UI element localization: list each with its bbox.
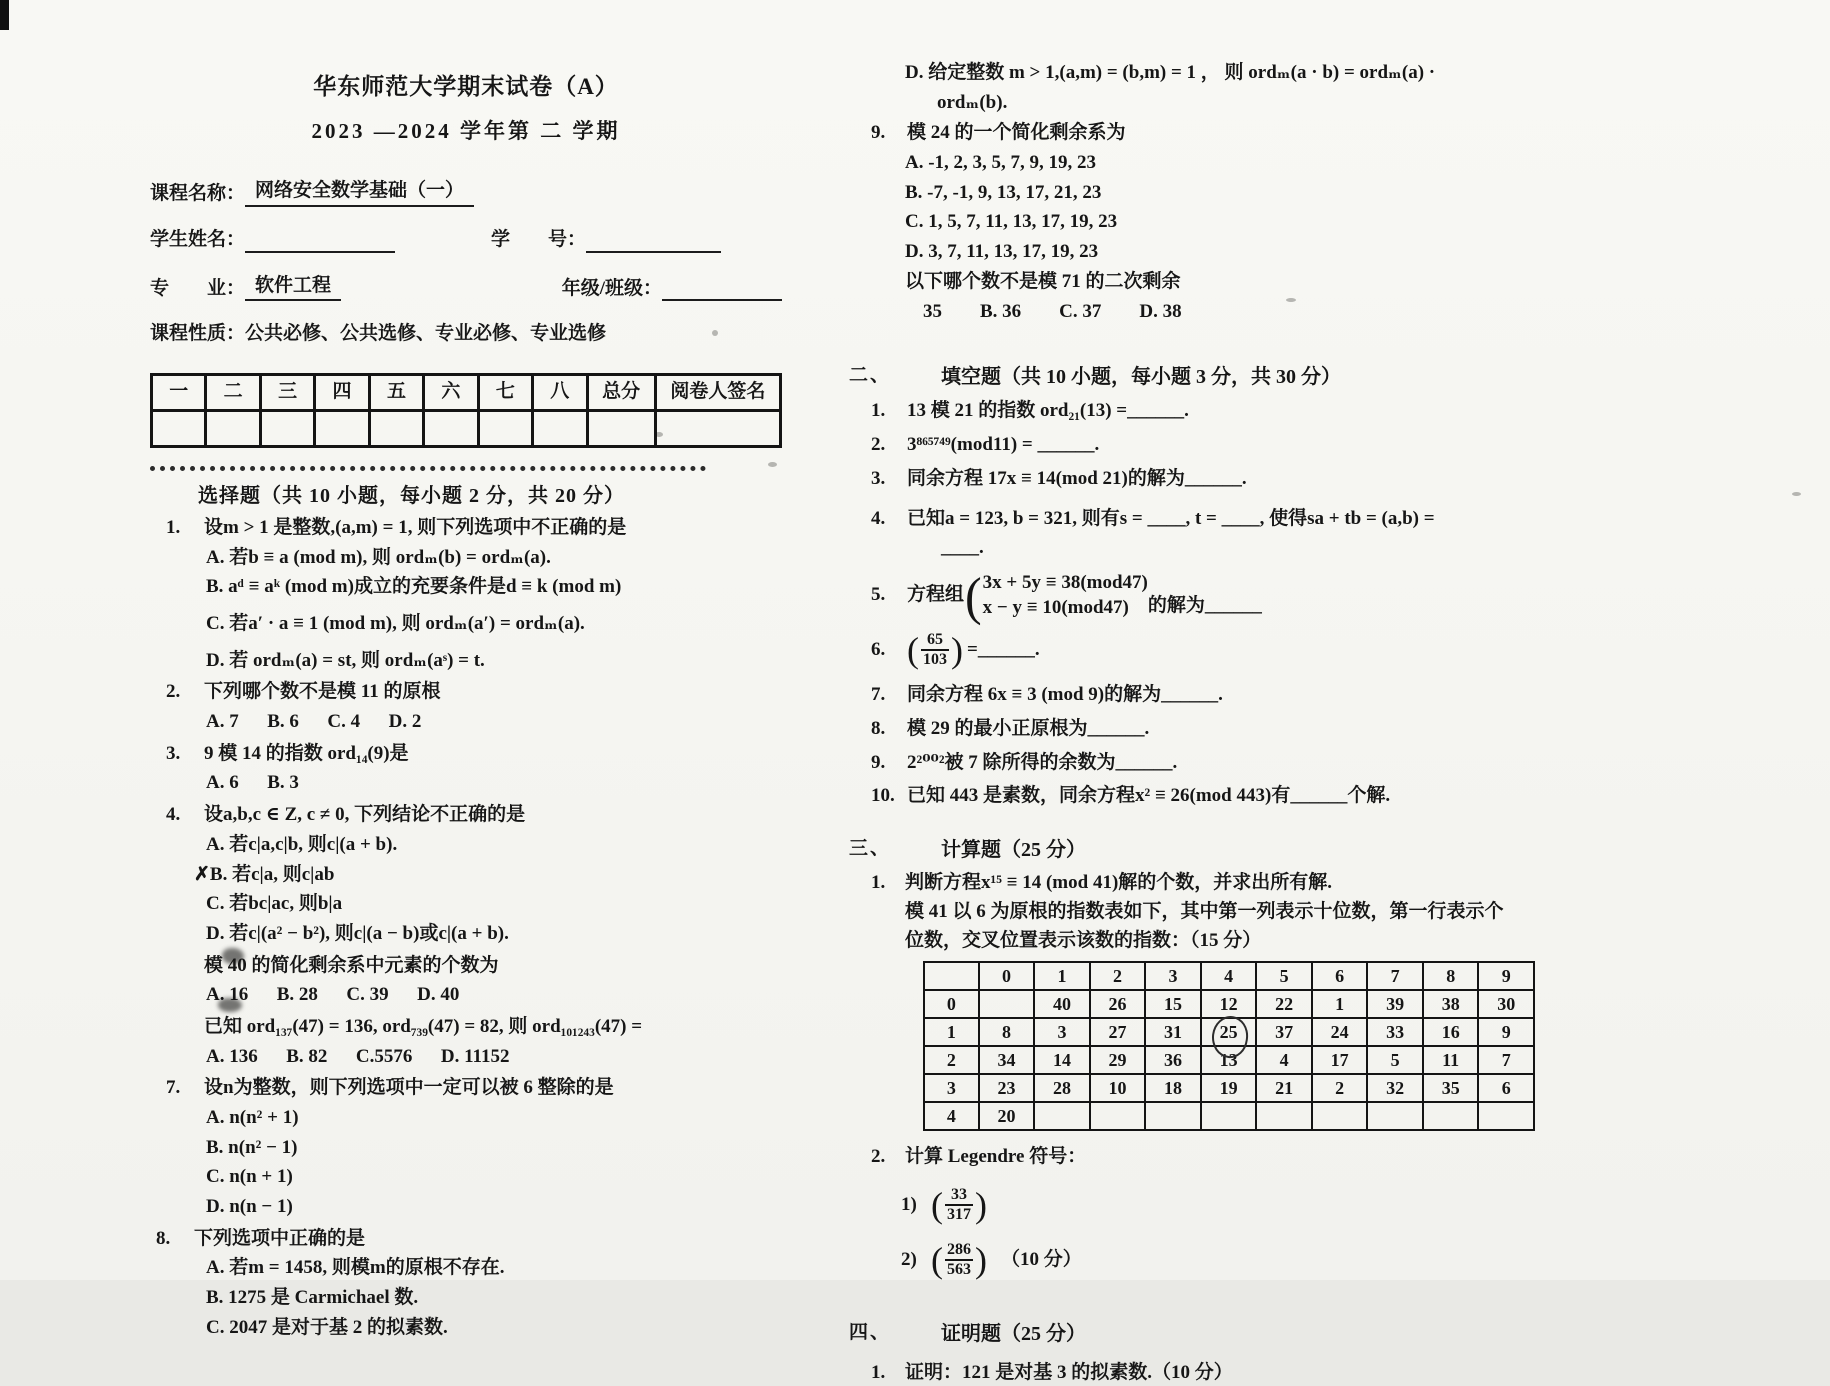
- score-table-header-cell: 一: [152, 374, 206, 410]
- index-table-cell: [1090, 1102, 1146, 1130]
- question-4: [150, 803, 782, 828]
- index-table-cell: 6: [1478, 1074, 1534, 1102]
- item-number: 9.: [871, 751, 886, 773]
- item-number: 7.: [871, 684, 886, 706]
- item-number: 10.: [871, 785, 895, 807]
- option: D. 若c|(a² − b²), 则c|(a − b)或c|(a + b).: [206, 922, 509, 944]
- question-3: [150, 742, 782, 767]
- index-table-cell: 9: [1478, 1018, 1534, 1046]
- question-stem: 已知 ord₁₃₇(47) = 136, ord₇₃₉(47) = 82, 则 ord₁₀₁₂₄₃(47) =: [204, 1015, 643, 1037]
- section-text: 计算题（25 分）: [941, 839, 1086, 862]
- section-text: 填空题（共 10 小题，每小题 3 分，共 30 分）: [941, 366, 1341, 389]
- index-table-cell: 3: [1034, 1018, 1090, 1046]
- score-table-header-cell: 五: [369, 374, 423, 410]
- option: D. n(n − 1): [206, 1196, 293, 1218]
- legendre-fraction: [945, 1241, 973, 1280]
- index-table-header-cell: [924, 962, 979, 990]
- numerator: 65: [927, 630, 943, 648]
- option-continued: ordₘ(b).: [937, 91, 1008, 113]
- index-table-cell: 2: [1312, 1074, 1368, 1102]
- option-row: 35 B. 36 C. 37 D. 38: [923, 300, 1182, 322]
- equation-system: [983, 571, 1148, 620]
- calc-question-1: [845, 871, 1535, 896]
- option-continued: D. 给定整数 m > 1,(a,m) = (b,m) = 1 ， 则 ordₘ(a · b) = ordₘ(a) ·: [905, 62, 1436, 83]
- student-row: [150, 228, 782, 253]
- question-number: 9.: [871, 122, 886, 144]
- question-6: [150, 1015, 782, 1040]
- index-table-header-cell: 6: [1312, 962, 1368, 990]
- option: B. -7, -1, 9, 13, 17, 21, 23: [905, 181, 1102, 203]
- index-table-cell: 18: [1145, 1074, 1201, 1102]
- section-label: 二、: [849, 365, 892, 387]
- question-stem: 设n为整数，则下列选项中一定可以被 6 整除的是: [204, 1077, 614, 1099]
- score-table-empty-cell: [206, 410, 260, 446]
- item-text: 判断方程x¹⁵ ≡ 14 (mod 41)解的个数，并求出所有解.: [905, 872, 1333, 894]
- option: C. 2047 是对于基 2 的拟素数.: [206, 1316, 448, 1338]
- index-table-cell: 20: [979, 1102, 1035, 1130]
- option-row: A. 7 B. 6 C. 4 D. 2: [206, 711, 422, 733]
- score-table-empty-cell: [533, 410, 587, 446]
- index-table-cell: 3: [924, 1074, 979, 1102]
- student-id-label: 学 号：: [491, 228, 587, 250]
- fill-item-8: [845, 717, 1535, 742]
- index-table-cell: [1145, 1102, 1201, 1130]
- index-table-cell: 16: [1423, 1018, 1479, 1046]
- index-table-header-cell: 8: [1423, 962, 1479, 990]
- question-stem: 下列哪个数不是模 11 的原根: [204, 681, 441, 703]
- left-paren: (: [907, 630, 919, 671]
- index-table-cell: [1201, 1018, 1257, 1046]
- index-table-cell: 23: [979, 1074, 1035, 1102]
- item-number: 1.: [871, 400, 886, 422]
- question-stem: 9 模 14 的指数 ord₁₄(9)是: [204, 742, 409, 764]
- course-nature-label: 课程性质：: [150, 323, 246, 345]
- legendre-2: [845, 1241, 1535, 1280]
- index-table-cell: 2: [924, 1046, 979, 1074]
- item-number: 4.: [871, 508, 886, 530]
- index-table: [923, 961, 1535, 1131]
- legendre-1: [845, 1186, 1535, 1225]
- question-7: [150, 1076, 782, 1101]
- question-number: [150, 954, 204, 979]
- index-table-cell: 5: [1367, 1046, 1423, 1074]
- question-stem: 模 40 的简化剩余系中元素的个数为: [204, 954, 499, 976]
- score-table-empty-cell: [587, 410, 655, 446]
- index-table-cell: 1: [924, 1018, 979, 1046]
- right-column: [845, 56, 1535, 1386]
- index-table-cell: [1423, 1102, 1479, 1130]
- system-label: 方程组: [907, 584, 965, 606]
- option: A. 若b ≡ a (mod m), 则 ordₘ(b) = ordₘ(a).: [206, 546, 551, 568]
- index-table-cell: 21: [1256, 1074, 1312, 1102]
- item-number: 3.: [871, 467, 886, 489]
- item-text: 同余方程 17x ≡ 14(mod 21)的解为______.: [907, 467, 1247, 489]
- score-table-empty-cell: [260, 410, 314, 446]
- item-text: =______.: [967, 638, 1040, 660]
- index-table-cell: 24: [1312, 1018, 1368, 1046]
- index-table-header-cell: 4: [1201, 962, 1257, 990]
- score-table-header-cell: 七: [478, 374, 532, 410]
- fill-item-2: [845, 433, 1535, 458]
- right-paren: ): [975, 1240, 987, 1281]
- score-table-header-cell: 四: [315, 374, 369, 410]
- index-table-cell: 34: [979, 1046, 1035, 1074]
- course-name-label: 课程名称：: [150, 183, 246, 205]
- index-table-cell: 33: [1367, 1018, 1423, 1046]
- item-number: 2): [901, 1248, 917, 1270]
- index-table-header-cell: 9: [1478, 962, 1534, 990]
- section-label: 四、: [849, 1322, 892, 1344]
- option-row: A. 136 B. 82 C.5576 D. 11152: [206, 1045, 510, 1067]
- index-table-cell: [1256, 1102, 1312, 1130]
- right-paren: ): [951, 630, 963, 671]
- section-proof-title: [845, 1321, 1535, 1347]
- item-text-continued: ____.: [941, 536, 984, 558]
- index-table-cell: 38: [1423, 990, 1479, 1018]
- index-table-cell: 14: [1034, 1046, 1090, 1074]
- index-table-cell: 17: [1312, 1046, 1368, 1074]
- index-table-cell: 40: [1034, 990, 1090, 1018]
- index-table-cell: 37: [1256, 1018, 1312, 1046]
- score-table-header-cell: 六: [424, 374, 478, 410]
- fill-item-10: [845, 784, 1535, 809]
- option: ✗B. 若c|a, 则c|ab: [194, 863, 335, 885]
- item-text: 位数，交叉位置表示该数的指数：（15 分）: [905, 929, 1262, 951]
- item-number: 1.: [871, 872, 886, 894]
- index-table-cell: 1: [1312, 990, 1368, 1018]
- score-table-header-cell: 三: [260, 374, 314, 410]
- item-number: 6.: [871, 638, 886, 660]
- index-table-cell: 32: [1367, 1074, 1423, 1102]
- index-table-cell: 28: [1034, 1074, 1090, 1102]
- question-stem: 下列选项中正确的是: [194, 1227, 366, 1249]
- student-id-blank: [586, 231, 721, 253]
- index-table-header-cell: 1: [1034, 962, 1090, 990]
- index-table-cell: 26: [1090, 990, 1146, 1018]
- option: C. 若a′ · a ≡ 1 (mod m), 则 ordₘ(a′) = ordₘ(a).: [206, 613, 585, 634]
- section-label: 三、: [849, 838, 892, 860]
- question-stem: 以下哪个数不是模 71 的二次剩余: [905, 270, 1181, 292]
- question-stem: 设a,b,c ∈ Z, c ≠ 0, 下列结论不正确的是: [204, 804, 526, 826]
- fill-item-6: [845, 631, 1535, 670]
- student-name-label: 学生姓名：: [150, 228, 246, 250]
- index-table-cell: [1312, 1102, 1368, 1130]
- legendre-fraction: [921, 631, 949, 670]
- fill-item-5: [845, 566, 1535, 626]
- item-text: 已知a = 123, b = 321, 则有s = ____, t = ____, 使得sa + tb = (a,b) =: [907, 508, 1435, 530]
- question-number: [150, 1015, 204, 1040]
- score-table-header-cell: 总分: [587, 374, 655, 410]
- class-blank: [662, 279, 782, 301]
- item-number: 5.: [871, 584, 886, 606]
- score-table: [150, 373, 782, 448]
- score-table-empty-cell: [315, 410, 369, 446]
- left-paren: (: [931, 1240, 943, 1281]
- index-table-cell: [1034, 1102, 1090, 1130]
- item-text: 同余方程 6x ≡ 3 (mod 9)的解为______.: [907, 684, 1223, 706]
- section-calc-title: [845, 837, 1535, 863]
- index-table-cell: [1478, 1102, 1534, 1130]
- fill-item-1: [845, 399, 1535, 424]
- question-number: 8.: [156, 1227, 171, 1249]
- index-table-cell: 39: [1367, 990, 1423, 1018]
- system-suffix: 的解为______: [1147, 594, 1262, 616]
- score-table-empty-cell: [655, 410, 780, 446]
- option: D. 若 ordₘ(a) = st, 则 ordₘ(aˢ) = t.: [206, 649, 485, 671]
- index-table-cell: 19: [1201, 1074, 1257, 1102]
- item-number: 8.: [871, 718, 886, 740]
- question-number: 4.: [166, 804, 181, 826]
- score-table-empty-cell: [369, 410, 423, 446]
- course-name-row: [150, 179, 782, 207]
- question-5: [150, 954, 782, 979]
- fill-item-4: [845, 507, 1535, 532]
- option: A. -1, 2, 3, 5, 7, 9, 19, 23: [905, 152, 1097, 174]
- major-label: 专 业：: [150, 277, 246, 299]
- item-number: 2.: [871, 433, 886, 455]
- item-number: 1.: [871, 1362, 886, 1384]
- score-table-empty-cell: [424, 410, 478, 446]
- option: B. 1275 是 Carmichael 数.: [206, 1287, 419, 1309]
- fill-item-3: [845, 467, 1535, 492]
- course-name-value: 网络安全数学基础（一）: [245, 179, 474, 207]
- question-stem: 设m > 1 是整数,(a,m) = 1, 则下列选项中不正确的是: [204, 516, 627, 538]
- question-number: 7.: [166, 1077, 181, 1099]
- denominator: 317: [947, 1206, 971, 1224]
- option: B. n(n² − 1): [206, 1136, 298, 1158]
- index-table-cell: 27: [1090, 1018, 1146, 1046]
- item-tail: （10 分）: [1001, 1248, 1082, 1270]
- item-text: 3⁸⁶⁵⁷⁴⁹(mod11) = ______.: [907, 433, 1100, 455]
- exam-title: 华东师范大学期末试卷（A）: [313, 74, 619, 99]
- legendre-fraction: [945, 1186, 973, 1225]
- item-text: 模 29 的最小正原根为______.: [907, 718, 1150, 740]
- circled-value: 25: [1220, 1021, 1238, 1044]
- score-table-header-cell: 阅卷人签名: [655, 374, 780, 410]
- index-table-cell: 22: [1256, 990, 1312, 1018]
- index-table-cell: 36: [1145, 1046, 1201, 1074]
- item-text: 已知 443 是素数，同余方程x² ≡ 26(mod 443)有______个解.: [907, 785, 1391, 807]
- index-table-header-cell: 2: [1090, 962, 1146, 990]
- option-row: A. 6 B. 3: [206, 772, 299, 794]
- index-table-cell: [1201, 1102, 1257, 1130]
- course-nature-value: 公共必修、公共选修、专业必修、专业选修: [245, 323, 607, 345]
- index-table-header-cell: 0: [979, 962, 1035, 990]
- item-text: 2²⁰⁰²被 7 除所得的余数为______.: [907, 751, 1178, 773]
- index-table-cell: 8: [979, 1018, 1035, 1046]
- score-table-empty-cell: [152, 410, 206, 446]
- index-table-cell: 0: [924, 990, 979, 1018]
- index-table-cell: 7: [1478, 1046, 1534, 1074]
- exam-term: 2023 —2024 学年第 二 学期: [311, 118, 621, 143]
- item-number: 2.: [871, 1146, 886, 1168]
- left-column: [150, 72, 782, 1341]
- option: C. n(n + 1): [206, 1166, 293, 1188]
- score-table-empty-cell: [478, 410, 532, 446]
- item-number: 1): [901, 1193, 917, 1215]
- left-paren: (: [931, 1185, 943, 1226]
- student-name-blank: [245, 231, 395, 253]
- scan-artifact-corner: [0, 0, 9, 30]
- index-table-cell: 15: [1145, 990, 1201, 1018]
- index-table-cell: [1367, 1102, 1423, 1130]
- dotted-separator: [150, 464, 706, 471]
- option: D. 3, 7, 11, 13, 17, 19, 23: [905, 241, 1099, 263]
- index-table-header-cell: 3: [1145, 962, 1201, 990]
- item-text: 模 41 以 6 为原根的指数表如下，其中第一列表示十位数，第一行表示个: [905, 900, 1504, 922]
- fill-item-9: [845, 751, 1535, 776]
- index-table-cell: 12: [1201, 990, 1257, 1018]
- scan-speck: [1792, 492, 1801, 496]
- index-table-cell: [979, 990, 1035, 1018]
- question-stem: 模 24 的一个简化剩余系为: [907, 122, 1126, 144]
- index-table-cell: 13: [1201, 1046, 1257, 1074]
- item-text: 计算 Legendre 符号：: [905, 1146, 1087, 1168]
- option: A. n(n² + 1): [206, 1107, 299, 1128]
- numerator: 33: [951, 1185, 967, 1203]
- right-paren: ): [975, 1185, 987, 1226]
- section-text: 证明题（25 分）: [941, 1323, 1086, 1346]
- class-label: 年级/班级：: [561, 277, 662, 299]
- index-table-cell: 30: [1478, 990, 1534, 1018]
- brace: (: [965, 566, 982, 626]
- question-number: 3.: [166, 742, 181, 764]
- index-table-cell: 10: [1090, 1074, 1146, 1102]
- calc-question-2: [845, 1145, 1535, 1170]
- index-table-cell: 29: [1090, 1046, 1146, 1074]
- major-row: [150, 274, 782, 302]
- numerator: 286: [947, 1240, 971, 1258]
- proof-question-1: [845, 1361, 1535, 1386]
- item-text: 证明：121 是对基 3 的拟素数.（10 分）: [905, 1362, 1233, 1384]
- option-row: A. 16 B. 28 C. 39 D. 40: [206, 984, 460, 1006]
- question-number: 2.: [166, 681, 181, 703]
- fill-item-7: [845, 683, 1535, 708]
- score-table-header-cell: 二: [206, 374, 260, 410]
- question-2: [150, 680, 782, 705]
- option: C. 1, 5, 7, 11, 13, 17, 19, 23: [905, 211, 1118, 233]
- index-table-cell: 11: [1423, 1046, 1479, 1074]
- index-table-header-cell: 5: [1256, 962, 1312, 990]
- option: A. 若c|a,c|b, 则c|(a + b).: [206, 833, 398, 855]
- index-table-header-cell: 7: [1367, 962, 1423, 990]
- major-value: 软件工程: [245, 274, 341, 302]
- question-number: 1.: [166, 516, 181, 538]
- denominator: 103: [923, 651, 947, 669]
- question-8: [150, 1227, 782, 1252]
- section-choice-title: 选择题（共 10 小题，每小题 2 分，共 20 分）: [198, 484, 625, 507]
- denominator: 563: [947, 1261, 971, 1279]
- item-text: 13 模 21 的指数 ord₂₁(13) =______.: [907, 400, 1189, 422]
- option: B. aᵈ ≡ aᵏ (mod m)成立的充要条件是d ≡ k (mod m): [206, 576, 622, 598]
- course-nature-row: [150, 322, 782, 347]
- equation-2: x − y ≡ 10(mod47): [982, 596, 1129, 618]
- option: C. 若bc|ac, 则b|a: [206, 893, 343, 915]
- equation-1: 3x + 5y ≡ 38(mod47): [982, 571, 1148, 593]
- index-table-cell: 35: [1423, 1074, 1479, 1102]
- section-fill-title: [845, 364, 1535, 390]
- question-1: [150, 516, 782, 541]
- index-table-cell: 31: [1145, 1018, 1201, 1046]
- question-9: [845, 121, 1535, 146]
- score-table-header-cell: 八: [533, 374, 587, 410]
- index-table-cell: 4: [1256, 1046, 1312, 1074]
- index-table-cell: 4: [924, 1102, 979, 1130]
- option: A. 若m = 1458, 则模m的原根不存在.: [206, 1257, 505, 1279]
